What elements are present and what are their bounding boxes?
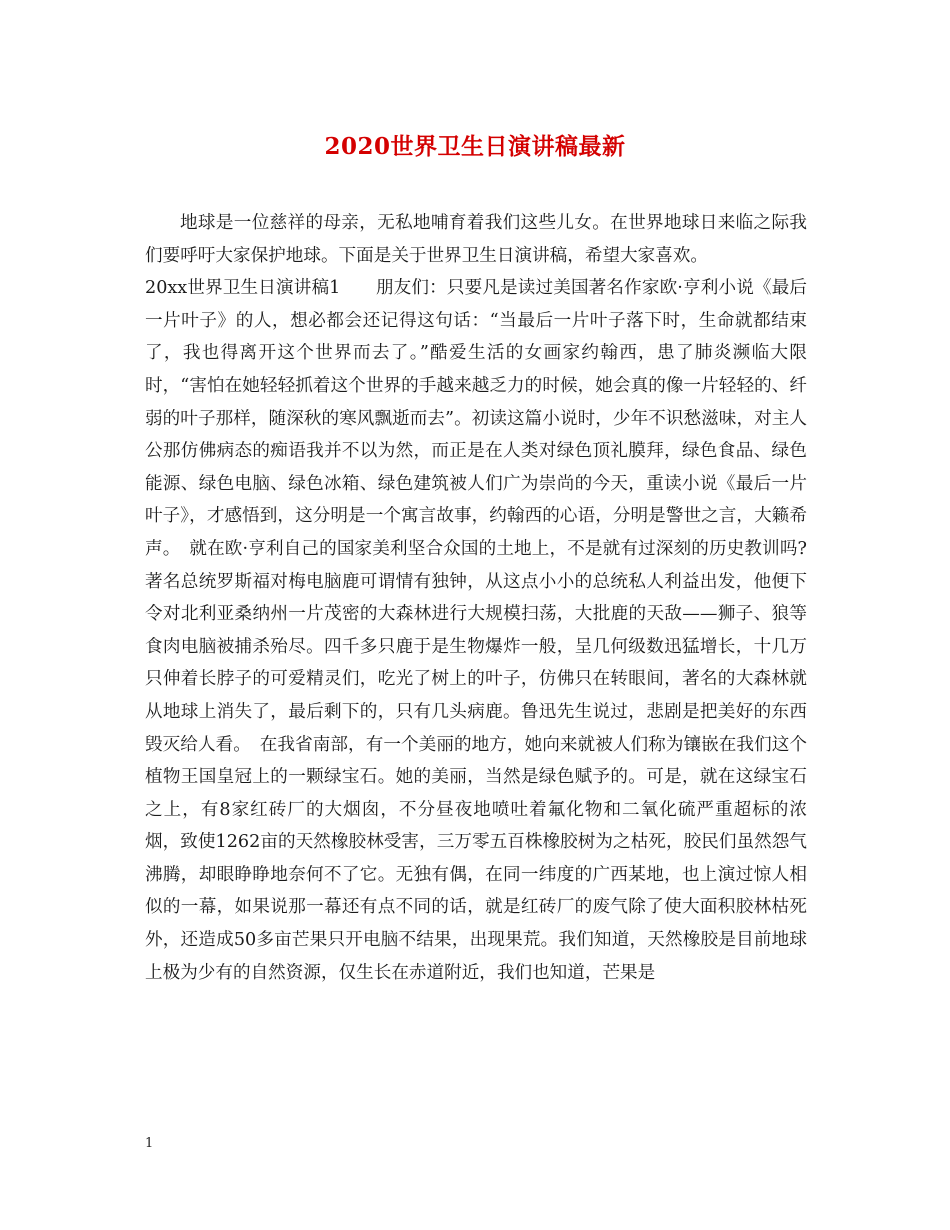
- speech-paragraph: 20xx世界卫生日演讲稿1 朋友们：只要凡是读过美国著名作家欧·亨利小说《最后一片叶子》的人，想必都会还记得这句话：“当最后一片叶子落下时，生命就都结束了，我也得离开这个世界而去了。”酷爱生活的女画家约翰西，患了肺炎濒临大限时，“害怕在她轻轻抓着这个世界的手越来越乏力的时候，她会真的像一片轻轻的、纤弱的叶子那样，随深秋的寒风飘逝而去”。初读这篇小说时，少年不识愁滋味，对主人公那仿佛病态的痴语我并不以为然，而正是在人类对绿色顶礼膜拜，绿色食品、绿色能源、绿色电脑、绿色冰箱、绿色建筑被人们广为崇尚的今天，重读小说《最后一片叶子》，才感悟到，这分明是一个寓言故事，约翰西的心语，分明是警世之言，大籁希声。 就在欧·亨利自己的国家美利坚合众国的土地上，不是就有过深刻的历史教训吗?著名总统罗斯福对梅电脑鹿可谓情有独钟，从这点小小的总统私人利益出发，他便下令对北利亚桑纳州一片茂密的大森林进行大规模扫荡，大批鹿的天敌——狮子、狼等食肉电脑被捕杀殆尽。四千多只鹿于是生物爆炸一般，呈几何级数迅猛增长，十几万只伸着长脖子的可爱精灵们，吃光了树上的叶子，仿佛只在转眼间，著名的大森林就从地球上消失了，最后剩下的，只有几头病鹿。鲁迅先生说过，悲剧是把美好的东西毁灭给人看。 在我省南部，有一个美丽的地方，她向来就被人们称为镶嵌在我们这个植物王国皇冠上的一颗绿宝石。她的美丽，当然是绿色赋予的。可是，就在这绿宝石之上，有8家红砖厂的大烟囱，不分昼夜地喷吐着氟化物和二氧化硫严重超标的浓烟，致使1262亩的天然橡胶林受害，三万零五百株橡胶树为之枯死，胶民们虽然怨气沸腾，却眼睁睁地奈何不了它。无独有偶，在同一纬度的广西某地，也上演过惊人相似的一幕，如果说那一幕还有点不同的话，就是红砖厂的废气除了使大面积胶林枯死外，还造成50多亩芒果只开电脑不结果，出现果荒。我们知道，天然橡胶是目前地球上极为少有的自然资源，仅生长在赤道附近，我们也知道，芒果是: [145, 278, 807, 983]
- document-body: [145, 207, 807, 989]
- intro-paragraph: 地球是一位慈祥的母亲，无私地哺育着我们这些儿女。在世界地球日来临之际我们要呼吁大家保护地球。下面是关于世界卫生日演讲稿，希望大家喜欢。: [145, 213, 807, 266]
- page-number: 1: [145, 1136, 154, 1151]
- document-title: 2020世界卫生日演讲稿最新: [324, 133, 626, 160]
